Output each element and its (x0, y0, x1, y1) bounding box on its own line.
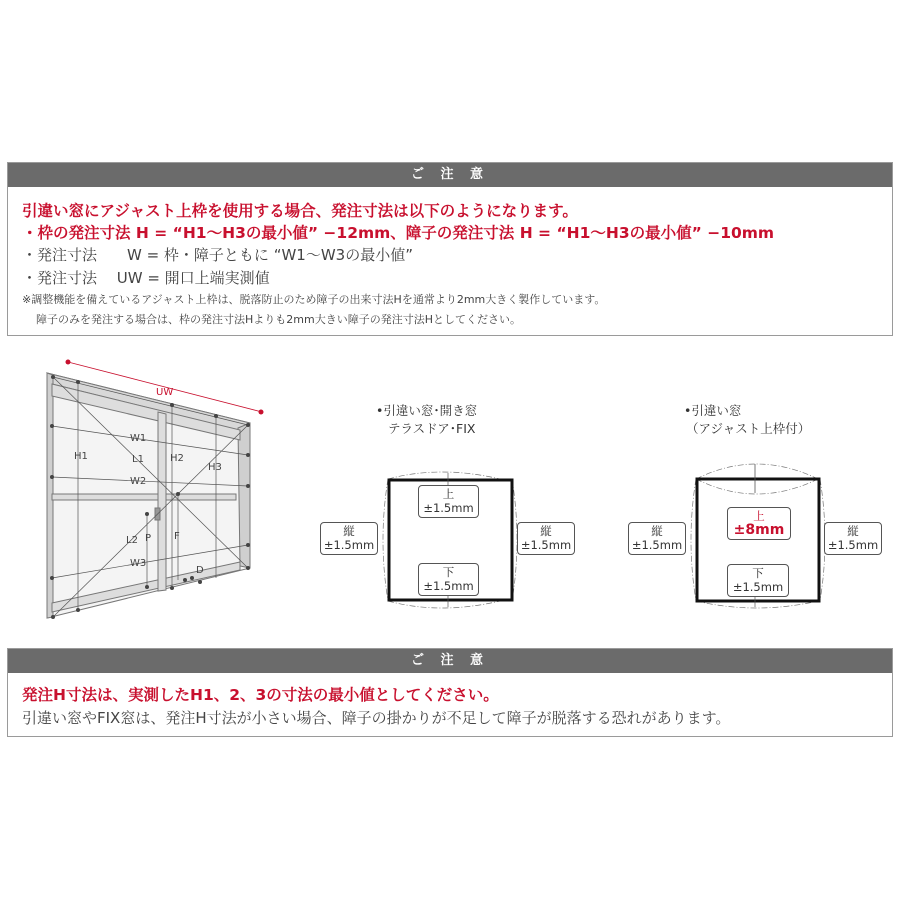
notice-header: ご 注 意 (8, 649, 892, 673)
adjust-note: ※調整機能を備えているアジャスト上枠は、脱落防止のため障子の出来寸法Hを通常より2mm大きく製作しています。 (22, 293, 606, 306)
label-w2: W2 (130, 476, 147, 487)
label-p: P (145, 533, 152, 544)
tolerance-left-side-right: 縦 ±1.5mm (517, 522, 575, 555)
notice-box-top (7, 162, 893, 336)
width-order-formula: ・発注寸法 W = 枠・障子ともに “W1～W3の最小値” (22, 246, 413, 264)
label-d: D (196, 565, 204, 576)
tolerance-left-title-2: テラスドア･FIX (388, 421, 476, 436)
sash-fall-warning: 引違い窓やFIX窓は、発注H寸法が小さい場合、障子の掛かりが不足して障子が脱落する恐れがあります。 (22, 709, 731, 727)
order-h-instruction: 発注H寸法は、実測したH1、2、3の寸法の最小値としてください。 (22, 686, 499, 704)
tolerance-left-title-1: •引違い窓･開き窓 (376, 403, 478, 418)
tolerance-right-side-right: 縦 ±1.5mm (824, 522, 882, 555)
notice-box-bottom (7, 648, 893, 737)
tolerance-left-side-left: 縦 ±1.5mm (320, 522, 378, 555)
window-measurement-diagram (0, 340, 300, 640)
label-h1: H1 (74, 451, 88, 462)
label-l2: L2 (126, 535, 138, 546)
label-w3: W3 (130, 558, 147, 569)
label-h2: H2 (170, 453, 184, 464)
tolerance-left-bottom: 下 ±1.5mm (418, 563, 479, 596)
tolerance-left-top: 上 ±1.5mm (418, 485, 479, 518)
tolerance-right-top: 上 ±8mm (727, 507, 791, 540)
sash-note: 障子のみを発注する場合は、枠の発注寸法Hよりも2mm大きい障子の発注寸法Hとしてください。 (36, 313, 521, 326)
label-f: F (174, 531, 180, 542)
label-l1: L1 (132, 454, 144, 465)
notice-header: ご 注 意 (8, 163, 892, 187)
uw-order-formula: ・発注寸法 UW = 開口上端実測値 (22, 269, 270, 287)
tolerance-right-side-left: 縦 ±1.5mm (628, 522, 686, 555)
label-uw: UW (156, 387, 174, 398)
tolerance-right-title-1: •引違い窓 (684, 403, 742, 418)
notice-heading: 引違い窓にアジャスト上枠を使用する場合、発注寸法は以下のようになります。 (22, 202, 578, 220)
tolerance-right-title-2: （アジャスト上枠付） (686, 421, 811, 436)
label-h3: H3 (208, 462, 222, 473)
frame-order-formula: ・枠の発注寸法 H = “H1～H3の最小値” −12mm、障子の発注寸法 H = “H1～H3の最小値” −10mm (22, 224, 775, 242)
tolerance-right-bottom: 下 ±1.5mm (727, 564, 789, 597)
label-w1: W1 (130, 433, 147, 444)
